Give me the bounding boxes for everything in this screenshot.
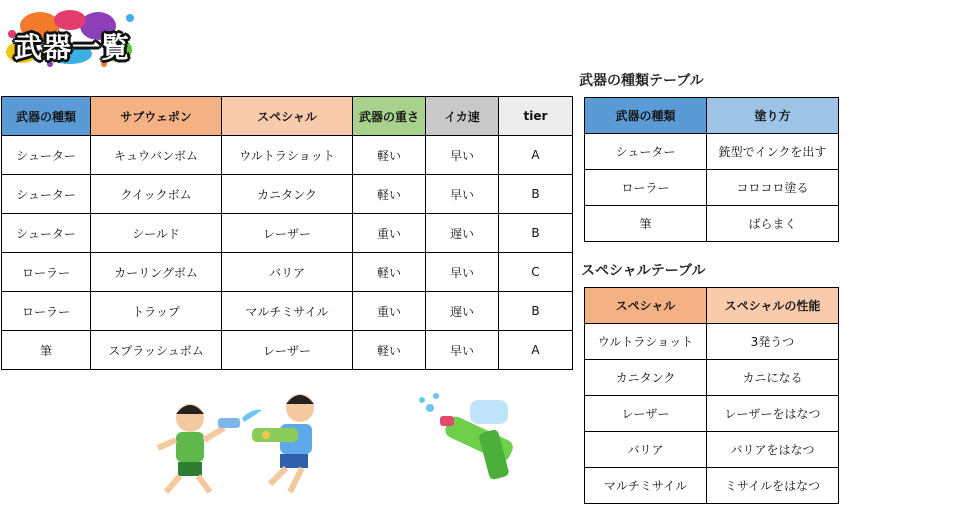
header-weight: 武器の重さ — [353, 97, 426, 136]
header-special: スペシャル — [585, 288, 707, 324]
kid-left-icon — [158, 404, 240, 492]
types-table-title: 武器の種類テーブル — [579, 73, 704, 89]
table-row — [585, 432, 839, 468]
page-title: 武器一覧 — [14, 31, 131, 64]
header-weapon-type: 武器の種類 — [585, 98, 707, 134]
cell: A — [499, 331, 573, 370]
cell: C — [499, 253, 573, 292]
cell: シューター — [2, 136, 91, 175]
cell: コロコロ塗る — [707, 170, 839, 206]
cell: 軽い — [353, 175, 426, 214]
cell: スプラッシュボム — [91, 331, 222, 370]
table-header-row — [2, 97, 573, 136]
cell: バリアをはなつ — [707, 432, 839, 468]
cell: ミサイルをはなつ — [707, 468, 839, 504]
table-row — [585, 134, 839, 170]
table-row — [585, 324, 839, 360]
cell: 軽い — [353, 253, 426, 292]
cell: キュウバンボム — [91, 136, 222, 175]
table-row — [2, 136, 573, 175]
cell: 早い — [426, 253, 499, 292]
cell: ローラー — [2, 292, 91, 331]
table-row — [2, 175, 573, 214]
cell: レーザーをはなつ — [707, 396, 839, 432]
cell: ローラー — [2, 253, 91, 292]
table-row — [585, 170, 839, 206]
cell: B — [499, 292, 573, 331]
weapon-types-table — [584, 97, 839, 242]
cell: 早い — [426, 175, 499, 214]
illustration-area — [140, 388, 540, 516]
header-special: スペシャル — [222, 97, 353, 136]
header-sub-weapon: サブウェポン — [91, 97, 222, 136]
cell: 早い — [426, 331, 499, 370]
cell: トラップ — [91, 292, 222, 331]
cell: ローラー — [585, 170, 707, 206]
cell: 軽い — [353, 331, 426, 370]
cell: 軽い — [353, 136, 426, 175]
cell: マルチミサイル — [585, 468, 707, 504]
cell: ウルトラショット — [222, 136, 353, 175]
cell: カーリングボム — [91, 253, 222, 292]
header-painting-method: 塗り方 — [707, 98, 839, 134]
water-gun-kids-illustration — [140, 388, 540, 516]
cell: レーザー — [585, 396, 707, 432]
cell: 3発うつ — [707, 324, 839, 360]
special-table — [584, 287, 839, 504]
cell: A — [499, 136, 573, 175]
cell: 筆 — [585, 206, 707, 242]
cell: 遅い — [426, 292, 499, 331]
cell: クイックボム — [91, 175, 222, 214]
header-tier: tier — [499, 97, 573, 136]
cell: B — [499, 214, 573, 253]
table-header-row — [585, 288, 839, 324]
cell: ウルトラショット — [585, 324, 707, 360]
cell: バリア — [222, 253, 353, 292]
header-weapon-type: 武器の種類 — [2, 97, 91, 136]
kid-right-icon — [252, 394, 314, 492]
cell: 早い — [426, 136, 499, 175]
table-header-row — [585, 98, 839, 134]
cell: 遅い — [426, 214, 499, 253]
cell: ばらまく — [707, 206, 839, 242]
table-row — [2, 331, 573, 370]
water-gun-icon — [419, 393, 515, 480]
table-row — [585, 360, 839, 396]
cell: B — [499, 175, 573, 214]
table-row — [2, 292, 573, 331]
cell: シューター — [2, 175, 91, 214]
cell: シールド — [91, 214, 222, 253]
special-table-title: スペシャルテーブル — [581, 263, 706, 279]
cell: マルチミサイル — [222, 292, 353, 331]
table-row — [585, 206, 839, 242]
cell: レーザー — [222, 214, 353, 253]
weapons-table — [1, 96, 573, 370]
cell: 筆 — [2, 331, 91, 370]
title-badge — [0, 4, 140, 70]
cell: カニタンク — [585, 360, 707, 396]
table-row — [2, 253, 573, 292]
cell: シューター — [2, 214, 91, 253]
cell: 重い — [353, 214, 426, 253]
table-row — [585, 468, 839, 504]
cell: シューター — [585, 134, 707, 170]
table-row — [2, 214, 573, 253]
cell: バリア — [585, 432, 707, 468]
cell: カニタンク — [222, 175, 353, 214]
table-row — [585, 396, 839, 432]
header-swim-speed: イカ速 — [426, 97, 499, 136]
header-special-performance: スペシャルの性能 — [707, 288, 839, 324]
cell: カニになる — [707, 360, 839, 396]
cell: 銃型でインクを出す — [707, 134, 839, 170]
cell: 重い — [353, 292, 426, 331]
cell: レーザー — [222, 331, 353, 370]
